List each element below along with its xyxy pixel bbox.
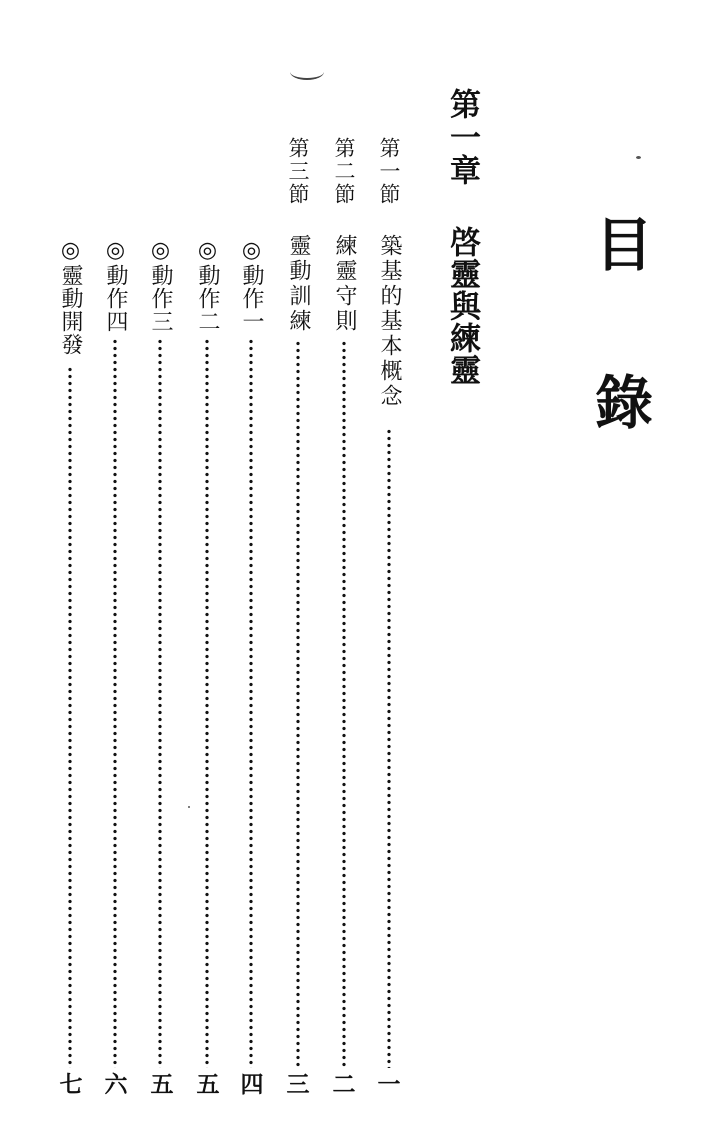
leader-dots — [67, 366, 73, 1068]
entry-title: 靈動訓練 — [286, 234, 311, 334]
section-label: 第三節 — [286, 137, 310, 206]
leader-dots — [295, 340, 301, 1068]
page-number: 二 — [332, 1072, 356, 1098]
page-number: 六 — [104, 1072, 128, 1098]
scan-speck — [188, 806, 190, 808]
page-number: 五 — [150, 1072, 174, 1098]
entry-title: 練靈守則 — [332, 234, 357, 334]
scan-speck — [636, 156, 641, 159]
leader-dots — [112, 338, 118, 1068]
entry-title: ◎動作四 — [103, 238, 128, 333]
page-number: 四 — [240, 1072, 264, 1098]
page-title: 目錄 — [585, 214, 653, 530]
entry-title: 築基的基本概念 — [377, 234, 402, 409]
scan-mark — [290, 64, 324, 80]
entry-title: ◎動作二 — [195, 238, 220, 333]
leader-dots — [204, 338, 210, 1068]
section-label: 第二節 — [332, 137, 356, 206]
leader-dots — [341, 340, 347, 1068]
page-number: 一 — [377, 1072, 401, 1098]
entry-title: ◎動作一 — [239, 238, 264, 333]
section-label: 第一節 — [377, 137, 401, 206]
page-number: 五 — [196, 1072, 220, 1098]
chapter-label: 第一章 — [444, 88, 480, 187]
leader-dots — [248, 338, 254, 1068]
entry-title: ◎靈動開發 — [58, 238, 83, 356]
leader-dots — [157, 338, 163, 1068]
page-number: 三 — [286, 1072, 310, 1098]
page-number: 七 — [59, 1072, 83, 1098]
entry-title: ◎動作三 — [148, 238, 173, 333]
chapter-title: 啓靈與練靈 — [444, 226, 480, 386]
leader-dots — [386, 428, 392, 1068]
